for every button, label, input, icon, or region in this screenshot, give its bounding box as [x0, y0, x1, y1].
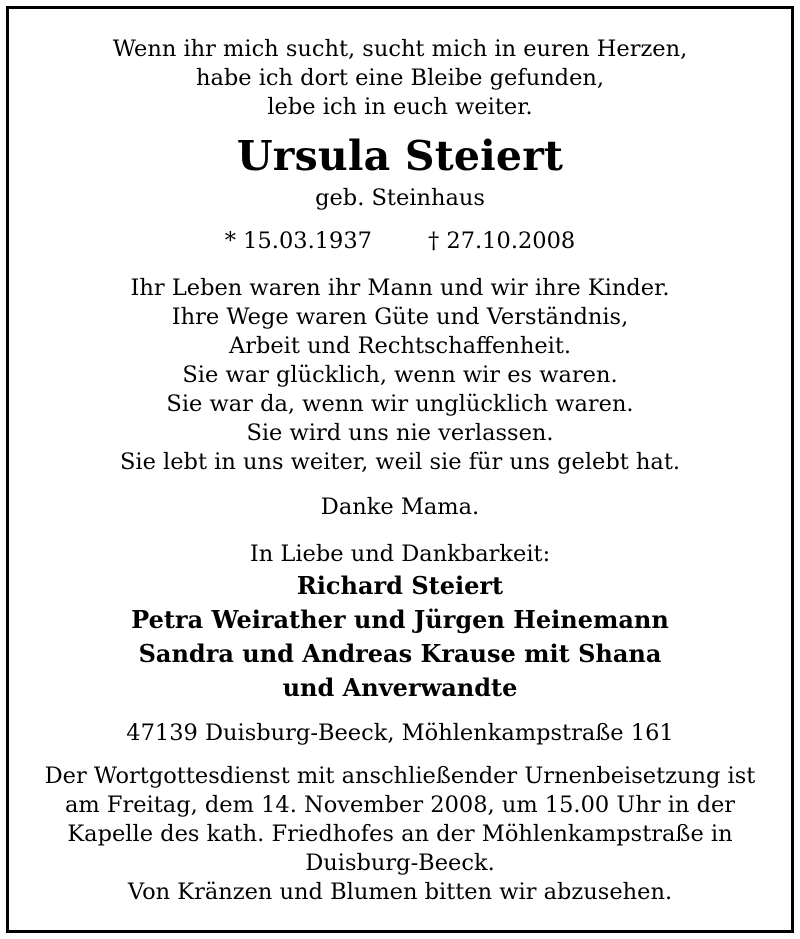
- signature-intro: In Liebe und Dankbarkeit:: [249, 541, 551, 567]
- tribute-line: Sie lebt in uns weiter, weil sie für uns gelebt hat.: [119, 449, 681, 475]
- birth-date: * 15.03.1937: [224, 228, 372, 254]
- tribute-line: Ihre Wege waren Güte und Verständnis,: [171, 304, 629, 330]
- service-line: Von Kränzen und Blumen bitten wir abzusehen.: [127, 879, 673, 905]
- thanks-line: Danke Mama.: [320, 494, 480, 520]
- signer-line: Petra Weirather und Jürgen Heinemann: [131, 605, 669, 634]
- service-line: Duisburg-Beeck.: [305, 850, 495, 876]
- obituary-content: [9, 35, 791, 907]
- signer-line: Richard Steiert: [296, 571, 504, 600]
- poem-line: lebe ich in euch weiter.: [267, 94, 533, 120]
- service-line: am Freitag, dem 14. November 2008, um 15.00 Uhr in der: [64, 792, 736, 818]
- opening-poem: [9, 35, 791, 122]
- death-date: † 27.10.2008: [428, 228, 576, 254]
- signer-line: Sandra und Andreas Krause mit Shana: [138, 639, 662, 668]
- poem-line: Wenn ihr mich sucht, sucht mich in euren Herzen,: [112, 36, 688, 62]
- tribute-line: Ihr Leben waren ihr Mann und wir ihre Kinder.: [130, 275, 670, 301]
- tribute-line: Sie wird uns nie verlassen.: [246, 420, 554, 446]
- tribute-line: Sie war glücklich, wenn wir es waren.: [182, 362, 618, 388]
- service-notice: [9, 762, 791, 907]
- life-dates: [9, 227, 791, 256]
- tribute-line: Arbeit und Rechtschaffenheit.: [228, 333, 572, 359]
- signers-block: [9, 569, 791, 705]
- poem-line: habe ich dort eine Bleibe gefunden,: [195, 65, 605, 91]
- service-line: Kapelle des kath. Friedhofes an der Möhlenkampstraße in: [67, 821, 733, 847]
- maiden-name: geb. Steinhaus: [315, 185, 485, 211]
- service-line: Der Wortgottesdienst mit anschließender Urnenbeisetzung ist: [44, 763, 756, 789]
- signer-line: und Anverwandte: [282, 673, 518, 702]
- deceased-name: Ursula Steiert: [236, 132, 564, 180]
- family-address: 47139 Duisburg-Beeck, Möhlenkampstraße 161: [126, 720, 674, 746]
- obituary-frame: [6, 6, 794, 933]
- tribute-text: [9, 274, 791, 477]
- tribute-line: Sie war da, wenn wir unglücklich waren.: [166, 391, 634, 417]
